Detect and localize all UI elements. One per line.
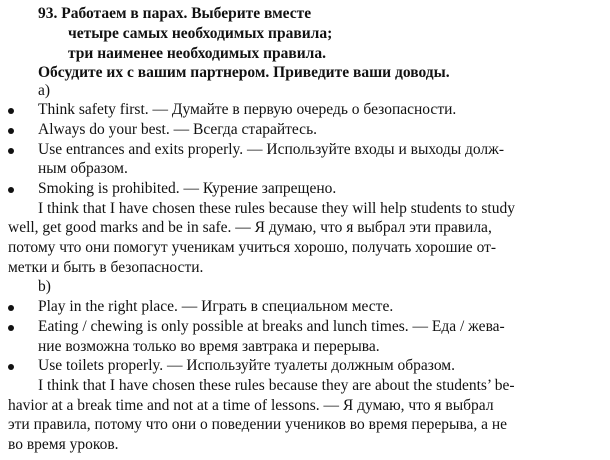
bullet-icon [8, 325, 14, 331]
bullet-icon [8, 108, 14, 114]
paragraph-line: во время уроков. [8, 436, 119, 453]
bullet-icon [8, 187, 14, 193]
list-item: Use toilets properly. — Используйте туалеты должным образом. [38, 357, 455, 374]
list-item: Think safety first. — Думайте в первую очередь о безопасности. [38, 101, 457, 118]
section-a-label: а) [38, 82, 51, 99]
list-item: Eating / chewing is only possible at breaks and lunch times. — Еда / жева- [38, 318, 505, 335]
bullet-icon [8, 148, 14, 154]
exercise-title: 93. Работаем в парах. Выберите вместе [38, 5, 312, 22]
list-item: Always do your best. — Всегда старайтесь. [38, 121, 318, 138]
exercise-instruction-line: Обсудите их с вашим партнером. Приведите ваши доводы. [38, 64, 450, 81]
section-b-label: b) [38, 278, 51, 295]
paragraph-line: эти правила, потому что они о поведении учеников во время перерыва, а не [8, 416, 508, 433]
bullet-icon [8, 305, 14, 311]
bullet-icon [8, 128, 14, 134]
exercise-instruction-line: три наименее необходимых правила. [68, 45, 327, 62]
list-item-continuation: ным образом. [38, 160, 128, 177]
list-item: Smoking is prohibited. — Курение запрещено. [38, 180, 337, 197]
exercise-instruction-line: четыре самых необходимых правила; [68, 25, 333, 42]
paragraph-line: I think that I have chosen these rules because they are about the students’ be- [38, 377, 515, 394]
list-item: Play in the right place. — Играть в специальном месте. [38, 298, 394, 315]
paragraph-line: well, get good marks and be in safe. — Я думаю, что я выбрал эти правила, [8, 219, 492, 236]
paragraph-line: потому что они помогут ученикам учиться хорошо, получать хорошие от- [8, 239, 497, 256]
paragraph-line: метки и быть в безопасности. [8, 259, 204, 276]
paragraph-line: I think that I have chosen these rules because they will help students to study [38, 200, 515, 217]
bullet-icon [8, 364, 14, 370]
paragraph-line: havior at a break time and not at a time of lessons. — Я думаю, что я выбрал [8, 397, 494, 414]
list-item: Use entrances and exits properly. — Используйте входы и выходы долж- [38, 141, 505, 158]
list-item-continuation: ние возможна только во время завтрака и перерыва. [38, 338, 380, 355]
